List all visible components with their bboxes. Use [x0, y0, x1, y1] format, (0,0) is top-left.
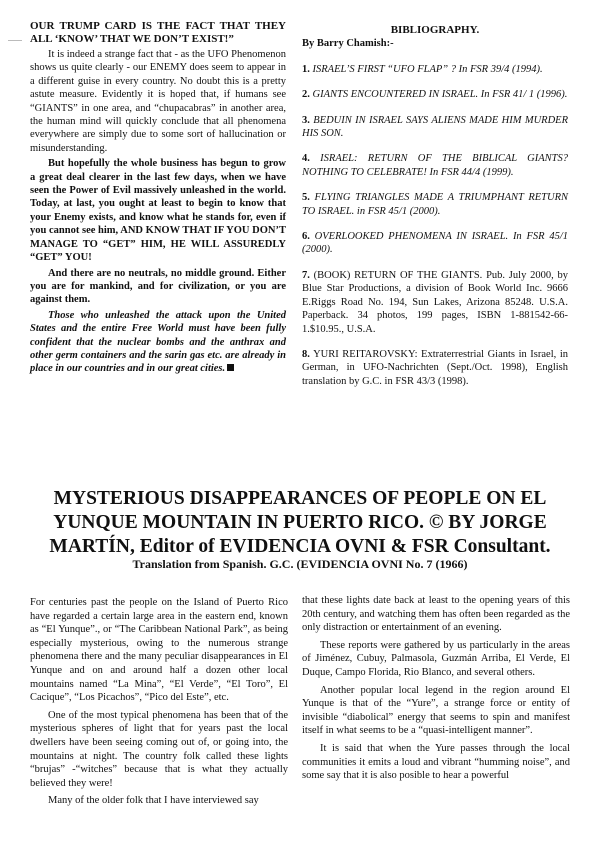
- article-column-left: [30, 596, 288, 812]
- closing-headline: OUR TRUMP CARD IS THE FACT THAT THEY ALL ‘KNOW’ THAT WE DON’T EXIST!”: [30, 20, 286, 45]
- bibliography-item: 3. BEDUIN IN ISRAEL SAYS ALIENS MADE HIM MURDER HIS SON.: [302, 114, 569, 140]
- paragraph-ending: Those who unleashed the attack upon the United States and the entire Free World must have been fully confident that the nuclear bombs and the anthrax and other germ containers and the sarin gas etc. are already in place in our countries and in our great cities.: [30, 309, 286, 375]
- article-paragraph: These reports were gathered by us particularly in the areas of Jiménez, Cubuy, Palmasola, Guzmán Arriba, El Verde, El Duque, Campo Florida, Rio Blanco, and several others.: [302, 639, 570, 678]
- end-mark-icon: [227, 364, 234, 371]
- paragraph: But hopefully the whole business has begun to grow a great deal clearer in the last few days, when we have seen the Power of Evil massively unleashed in the world. Today, at last, you ought at least to begin to know that your Enemy exists, and know what he stands for, even if you cannot see him, AND KNOW THAT IF YOU DON’T MANAGE TO “GET” HIM, HE WILL ASSUREDLY “GET” YOU!: [30, 158, 286, 264]
- margin-mark: [8, 40, 22, 41]
- left-column-top: [30, 20, 286, 378]
- article-paragraph: It is said that when the Yure passes through the local communities it emits a loud and vibrant “humming noise”, and some say that it is also posible to hear a powerful: [302, 742, 570, 782]
- bibliography-item: 4. ISRAEL: RETURN OF THE BIBLICAL GIANTS? NOTHING TO CELEBRATE! In FSR 44/4 (1999).: [302, 153, 569, 178]
- article-paragraph: One of the most typical phenomena has been that of the mysterious spheres of light that for years past the local dwellers have been seeing coming out of, or going into, the mountains at night. The country folk called these lights “brujas” -“witches” because that is what they actually believed they were!: [30, 709, 288, 789]
- article-paragraph: Another popular local legend in the region around El Yunque is that of the “Yure”, a strange force or entity of invisible “diabolical” energy that seems to spin and manifest itself in what seems to be a “quasi-intelligent manner”.: [302, 684, 570, 737]
- bibliography-item: 7. (BOOK) RETURN OF THE GIANTS. Pub. July 2000, by Blue Star Productions, a division of Book World Inc. 9666 E.Riggs Road No. 194, Sun Lakes, Arizona 85248. U.S.A. Paperback. 34 photos, 199 pages, ISBN 1-881542-66-1.$10.95., U.S.A.: [302, 269, 568, 335]
- bibliography: [302, 24, 568, 400]
- bibliography-item: 5. FLYING TRIANGLES MADE A TRIUMPHANT RETURN TO ISRAEL. in FSR 45/1 (2000).: [302, 192, 568, 217]
- article-paragraph: Many of the older folk that I have interviewed say: [48, 795, 259, 807]
- paragraph: It is indeed a strange fact that - as the UFO Phenomenon shows us quite clearly - our ENEMY does seem to appear in a different guise in every country. No doubt this is a pretty astute measure. Evidently it is hoped that, if humans see “GIANTS” in one area, and “chupacabras” in another area, the human mind will quickly conclude that all phenomena everywhere are simply due to some sort of hallucination or misunderstanding.: [30, 49, 286, 154]
- article-paragraph: For centuries past the people on the Island of Puerto Rico have regarded a certain large area in the eastern end, known as “El Yunque”., or “The Caribbean National Park”, as being especially mysterious, owing to the numerous strange phenomena there and the many peculiar disappearances in El Yunque and on and around half a dozen other local mountains named “La Mina”, “El Verde”, “El Toro”, El Cacique”, “Los Picachos”, “Pico del Este”, etc.: [30, 597, 288, 704]
- article-column-right: [302, 594, 570, 787]
- bibliography-item: 8. YURI REITAROVSKY: Extraterrestrial Giants in Israel, in German, in UFO-Nachrichten (Sept./Oct. 1998), English translation by G.C. in FSR 43/3 (1998).: [302, 348, 568, 387]
- paragraph: And there are no neutrals, no middle ground. Either you are for mankind, and for civilization, or you are against them.: [30, 267, 286, 306]
- bibliography-item: 2. GIANTS ENCOUNTERED IN ISRAEL. In FSR 41/ 1 (1996).: [302, 89, 568, 101]
- article-subtitle: Translation from Spanish. G.C. (EVIDENCIA OVNI No. 7 (1966): [132, 557, 468, 571]
- bibliography-item: 6. OVERLOOKED PHENOMENA IN ISRAEL. In FSR 45/1 (2000).: [302, 231, 568, 256]
- bibliography-title: BIBLIOGRAPHY.: [390, 24, 480, 36]
- bibliography-author: By Barry Chamish:-: [302, 38, 394, 50]
- article-paragraph: that these lights date back at least to the opening years of this 20th century, and watching them has often been regarded as the only distraction or entertainment of an evening.: [302, 595, 570, 634]
- article-title: MYSTERIOUS DISAPPEARANCES OF PEOPLE ON EL YUNQUE MOUNTAIN IN PUERTO RICO. © BY JORGE MARTÍN, Editor of EVIDENCIA OVNI & FSR Consultant.: [49, 488, 551, 557]
- bibliography-item: 1. ISRAEL’S FIRST “UFO FLAP” ? In FSR 39/4 (1994).: [302, 63, 543, 75]
